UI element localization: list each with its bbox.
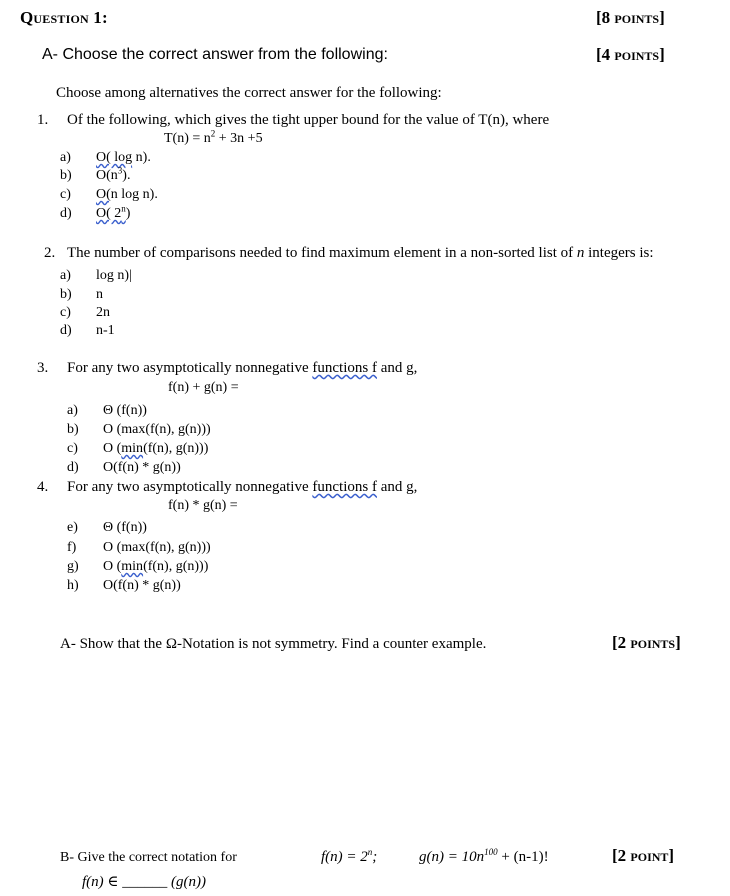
q1-text: Of the following, which gives the tight upper bound for the value of T(n), where [67, 112, 550, 128]
q4-number: 4. [37, 479, 49, 495]
q3-option-a[interactable]: a) Θ (f(n)) [67, 403, 147, 418]
q2-option-a[interactable]: a) log n)| [60, 268, 132, 283]
q1-number: 1. [37, 112, 49, 128]
part-b-text: B- Give the correct notation for [60, 850, 237, 865]
q2-option-b[interactable]: b) n [60, 287, 103, 302]
part-b-g-definition: $g(n) = 10n^{100} + (n-1)$! [419, 847, 549, 865]
q2-text: The number of comparisons needed to find maximum element in a non-sorted list of n integers is: [67, 245, 654, 261]
q1-option-c[interactable]: c) O(n log n). [60, 187, 158, 202]
instruction: Choose among alternatives the correct answer for the following: [56, 85, 442, 101]
q3-option-b[interactable]: b) O (max(f(n), g(n))) [67, 422, 211, 437]
q3-number: 3. [37, 360, 49, 376]
q4-formula: f(n) * g(n) = [168, 498, 238, 513]
q2-option-c[interactable]: c) 2n [60, 305, 110, 320]
q4-text: For any two asymptotically nonnegative functions f and g, [67, 479, 418, 495]
q1-option-b[interactable]: b) $O(n^3)$. [60, 165, 131, 183]
q4-option-h[interactable]: h) O(f(n) * g(n)) [67, 578, 181, 593]
question-title: Question 1: [20, 8, 108, 27]
q3-formula: f(n) + g(n) = [168, 380, 239, 395]
part-b-f-definition: $f(n) = 2^n$; [321, 847, 378, 865]
q3-option-d[interactable]: d) O(f(n) * g(n)) [67, 460, 181, 475]
q4-option-g[interactable]: g) O (min(f(n), g(n))) [67, 559, 209, 574]
part-b-points: [2 point] [612, 846, 675, 865]
q3-text: For any two asymptotically nonnegative functions f and g, [67, 360, 418, 376]
question-points: [8 points] [596, 8, 665, 27]
q1-option-a[interactable]: a) O( log n). [60, 150, 151, 165]
q1-option-d[interactable]: d) O( 2$^n$) [60, 203, 131, 221]
q2-option-d[interactable]: d) n-1 [60, 323, 115, 338]
q2-number: 2. [44, 245, 56, 261]
q4-option-e[interactable]: e) Θ (f(n)) [67, 520, 147, 535]
q1-formula: $T(n) = n^2 + 3n +5$ [164, 128, 263, 146]
q4-option-f[interactable]: f) O (max(f(n), g(n))) [67, 540, 211, 555]
part-b-answer[interactable]: f(n) ∈ ______ (g(n)) [82, 874, 206, 890]
part-a-points: [4 points] [596, 45, 665, 64]
q3-option-c[interactable]: c) O (min(f(n), g(n))) [67, 441, 209, 456]
part-a-title: A- Choose the correct answer from the following: [42, 46, 388, 63]
part-a2-text: A- Show that the Ω-Notation is not symmetry. Find a counter example. [60, 636, 487, 652]
part-a2-points: [2 points] [612, 633, 681, 652]
